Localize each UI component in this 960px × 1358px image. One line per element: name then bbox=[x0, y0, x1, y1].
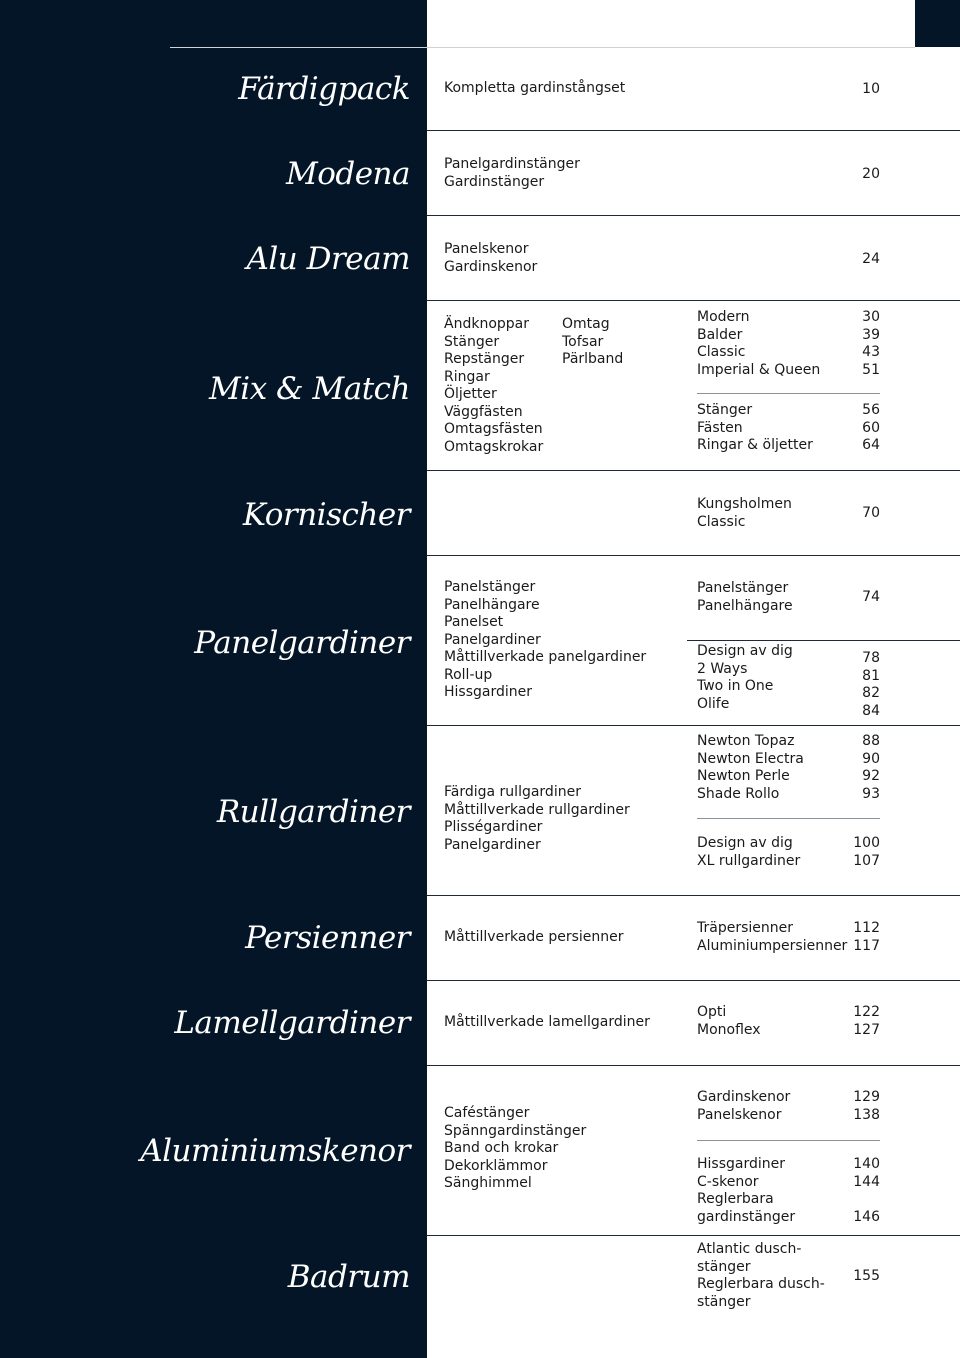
heading-aluminiumskenor: Aluminiumskenor bbox=[140, 1133, 410, 1169]
panelgardiner-right1: Panelstänger Panelhängare bbox=[697, 580, 793, 614]
aluminiumskenor-right2: Hissgardiner C-skenor Reglerbara gardinstänger bbox=[697, 1156, 796, 1225]
rullgardiner-items: Färdiga rullgardiner Måttillverkade rullgardiner Plisségardiner Panelgardiner bbox=[444, 784, 630, 853]
divider bbox=[427, 215, 960, 216]
modena-items: Panelgardinstänger Gardinstänger bbox=[444, 156, 580, 190]
heading-mixmatch: Mix & Match bbox=[209, 371, 410, 407]
mixmatch-right2: Stänger Fästen Ringar & öljetter bbox=[697, 402, 813, 453]
divider bbox=[427, 300, 960, 301]
divider bbox=[427, 725, 960, 726]
top-rule bbox=[170, 47, 915, 48]
mixmatch-col1: Ändknoppar Stänger Repstänger Ringar Öljetter Väggfästen Omtagsfästen Omtagskrokar bbox=[444, 316, 544, 455]
heading-kornischer: Kornischer bbox=[242, 497, 410, 533]
aluminiumskenor-items: Caféstänger Spänngardinstänger Band och krokar Dekorklämmor Sänghimmel bbox=[444, 1105, 587, 1191]
kornischer-right: Kungsholmen Classic bbox=[697, 496, 792, 530]
modena-page: 20 bbox=[862, 166, 880, 182]
divider-minor bbox=[697, 818, 880, 819]
divider bbox=[427, 1065, 960, 1066]
aludream-page: 24 bbox=[862, 251, 880, 267]
aluminiumskenor-pages1: 129 138 bbox=[853, 1089, 880, 1123]
fardigpack-items: Kompletta gardinstångset bbox=[444, 80, 626, 96]
heading-badrum: Badrum bbox=[287, 1259, 410, 1295]
lamellgardiner-right: Opti Monoflex bbox=[697, 1004, 761, 1038]
divider-minor bbox=[697, 393, 880, 394]
divider bbox=[427, 555, 960, 556]
mixmatch-col2: Omtag Tofsar Pärlband bbox=[562, 316, 624, 367]
panelgardiner-pages2: 78 81 82 84 bbox=[862, 650, 880, 719]
divider bbox=[427, 470, 960, 471]
persienner-items: Måttillverkade persienner bbox=[444, 929, 624, 945]
divider-minor bbox=[687, 640, 960, 641]
panelgardiner-right2: Design av dig 2 Ways Two in One Olife bbox=[697, 643, 793, 712]
heading-rullgardiner: Rullgardiner bbox=[216, 794, 410, 830]
panelgardiner-page1: 74 bbox=[862, 589, 880, 605]
persienner-right: Träpersienner Aluminiumpersienner bbox=[697, 920, 848, 954]
mixmatch-pages1: 30 39 43 51 bbox=[862, 309, 880, 378]
heading-aludream: Alu Dream bbox=[246, 241, 410, 277]
rullgardiner-right2: Design av dig XL rullgardiner bbox=[697, 835, 801, 869]
heading-modena: Modena bbox=[285, 156, 410, 192]
rullgardiner-pages1: 88 90 92 93 bbox=[862, 733, 880, 802]
badrum-right: Atlantic dusch- stänger Reglerbara dusch- stänger bbox=[697, 1241, 825, 1310]
heading-persienner: Persienner bbox=[245, 920, 410, 956]
panelgardiner-items: Panelstänger Panelhängare Panelset Panelgardiner Måttillverkade panelgardiner Roll-up Hissgardiner bbox=[444, 579, 647, 700]
heading-panelgardiner: Panelgardiner bbox=[194, 625, 410, 661]
badrum-page: 155 bbox=[853, 1268, 880, 1284]
rullgardiner-right1: Newton Topaz Newton Electra Newton Perle Shade Rollo bbox=[697, 733, 804, 802]
divider bbox=[427, 130, 960, 131]
rullgardiner-pages2: 100 107 bbox=[853, 835, 880, 869]
heading-fardigpack: Färdigpack bbox=[238, 71, 410, 107]
divider-minor bbox=[697, 1140, 880, 1141]
lamellgardiner-pages: 122 127 bbox=[853, 1004, 880, 1038]
fardigpack-page: 10 bbox=[862, 81, 880, 97]
mixmatch-right1: Modern Balder Classic Imperial & Queen bbox=[697, 309, 821, 378]
heading-lamellgardiner: Lamellgardiner bbox=[174, 1005, 410, 1041]
divider bbox=[427, 1235, 960, 1236]
corner-block bbox=[915, 0, 960, 47]
lamellgardiner-items: Måttillverkade lamellgardiner bbox=[444, 1014, 650, 1030]
aluminiumskenor-right1: Gardinskenor Panelskenor bbox=[697, 1089, 791, 1123]
aludream-items: Panelskenor Gardinskenor bbox=[444, 241, 538, 275]
aluminiumskenor-pages2: 140 144 146 bbox=[853, 1156, 880, 1225]
divider bbox=[427, 980, 960, 981]
divider bbox=[427, 895, 960, 896]
persienner-pages: 112 117 bbox=[853, 920, 880, 954]
mixmatch-pages2: 56 60 64 bbox=[862, 402, 880, 453]
kornischer-page: 70 bbox=[862, 505, 880, 521]
